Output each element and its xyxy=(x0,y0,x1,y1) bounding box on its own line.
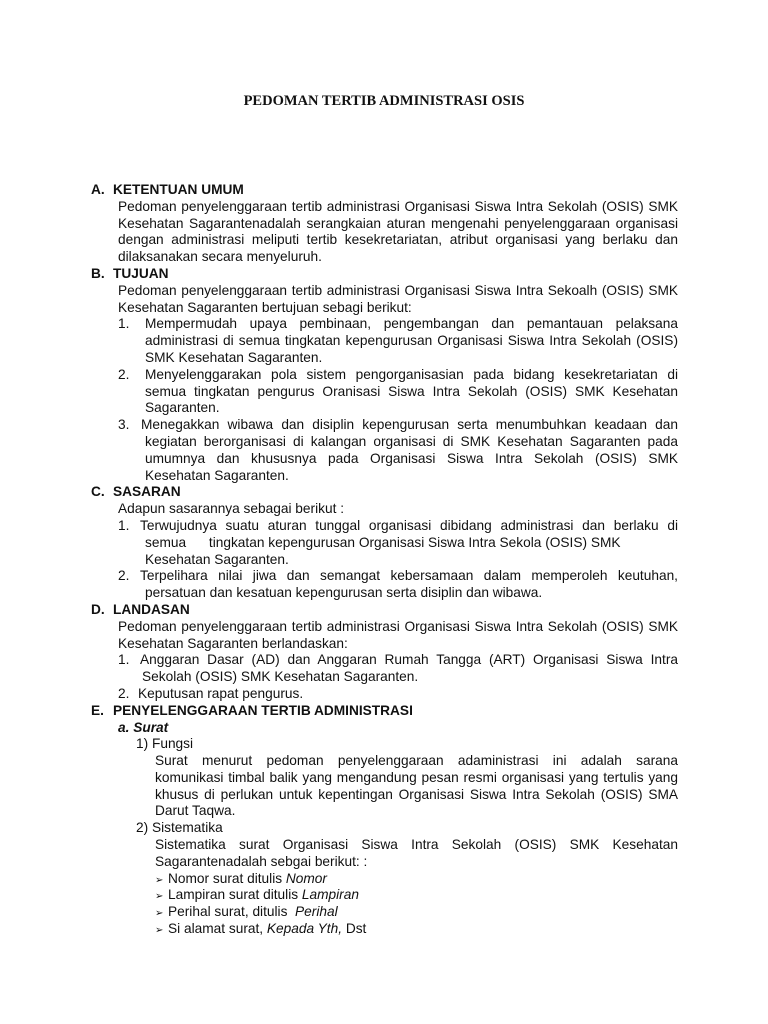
section-a-para-line: Pedoman penyelenggaraan tertib administrasi Organisasi Siswa Intra Sekolah (OSIS) SMK xyxy=(118,198,678,214)
bullet-text: Lampiran surat ditulis xyxy=(168,887,302,903)
section-b-intro-line: Kesehatan Sagaranten bertujuan sebagi berikut: xyxy=(118,299,412,315)
section-d-intro-line: Pedoman penyelenggaraan tertib administrasi Organisasi Siswa Intra Sekolah (OSIS) SMK xyxy=(118,618,678,634)
section-e-heading xyxy=(91,703,768,720)
item-number: 1. xyxy=(118,652,130,668)
fungsi-line: Surat menurut pedoman penyelenggaraan adaministrasi ini adalah sarana xyxy=(155,753,678,769)
arrow-bullet-icon: ➢ xyxy=(155,891,164,903)
section-b-heading xyxy=(91,266,768,283)
item-line: Terpelihara nilai jiwa dan semangat kebersamaan dalam memperoleh keutuhan, xyxy=(140,568,678,584)
section-c-heading xyxy=(91,484,768,501)
bullet-italic: Nomor xyxy=(285,870,327,886)
bullet-italic: Kepada Yth, xyxy=(266,921,343,937)
section-d-label: D. xyxy=(91,601,105,617)
section-a-para-line: dilaksanakan secara menyeluruh. xyxy=(118,249,322,265)
item-line: Mempermudah upaya pembinaan, pengembangan dan pemantauan pelaksana xyxy=(145,316,678,332)
item-line: SMK Kesehatan Sagaranten. xyxy=(145,349,323,365)
list-item-number xyxy=(118,652,768,669)
item-line: umumnya dan khususnya pada Organisasi Siswa Intra Sekolah (OSIS) SMK xyxy=(145,450,678,466)
item-line: Kesehatan Sagaranten. xyxy=(145,551,289,567)
section-d-intro-line: Kesehatan Sagaranten berlandaskan: xyxy=(118,635,348,651)
item-number: 2. xyxy=(118,568,130,584)
subsection-a-title: a. Surat xyxy=(118,719,169,735)
item-line: administrasi di semua tingkatan kepengurusan Organisasi Siswa Intra Sekolah (OSIS) xyxy=(145,333,678,349)
section-b-title: TUJUAN xyxy=(113,265,169,281)
list-item-number xyxy=(118,316,768,333)
list-item-number xyxy=(118,686,768,703)
list-item-number xyxy=(118,518,768,535)
section-a-title: KETENTUAN UMUM xyxy=(113,182,244,197)
item-line: Anggaran Dasar (AD) dan Anggaran Rumah Tangga (ART) Organisasi Siswa Intra xyxy=(140,652,678,668)
bullet-italic: Perihal xyxy=(295,904,338,920)
section-a-para-line: Kesehatan Sagarantenadalah serangkaian aturan mengenahi penyelenggaraan organisasi xyxy=(118,215,678,231)
section-d-title: LANDASAN xyxy=(113,601,190,617)
item-line: semua tingkatan kepengurusan Organisasi Siswa Intra Sekola (OSIS) SMK xyxy=(145,534,621,550)
sistematika-line: Sagarantenadalah sebgai berikut: : xyxy=(155,853,368,869)
list-item xyxy=(155,871,768,888)
bullet-text: Perihal surat, ditulis xyxy=(168,904,296,920)
item-number: 2. xyxy=(118,685,130,701)
page-title: PEDOMAN TERTIB ADMINISTRASI OSIS xyxy=(243,93,525,109)
section-b-intro-line: Pedoman penyelenggaraan tertib administrasi Organisasi Siswa Intra Sekoalh (OSIS) SMK xyxy=(118,282,678,298)
list-item-number xyxy=(118,417,768,434)
section-c-title: SASARAN xyxy=(113,484,181,500)
fungsi-line: komunikasi timbal balik yang mengandung pesan resmi organisasi yang tertulis yang xyxy=(155,769,678,785)
list-item xyxy=(155,887,768,904)
item-number: 1. xyxy=(118,517,130,533)
item-line: kegiatan berorganisasi di kalangan organisasi di SMK Kesehatan Sagaranten pada xyxy=(145,433,678,449)
section-a-heading xyxy=(91,182,768,199)
item-line: Kesehatan Sagaranten. xyxy=(145,467,289,483)
section-d-heading xyxy=(91,602,768,619)
document-body xyxy=(0,182,768,938)
item-number: 2. xyxy=(118,366,130,382)
item-line: Menegakkan wibawa dan disiplin kepengurusan serta menumbuhkan keadaan dan xyxy=(141,417,678,433)
item-number: 1. xyxy=(118,316,130,332)
item-line: Keputusan rapat pengurus. xyxy=(138,685,304,701)
bullet-italic: Lampiran xyxy=(301,887,359,903)
section-a-para-line: dengan administrasi meliputi tertib kesekretariatan, atribut organisasi yang berlaku dan xyxy=(118,232,678,248)
item-line: semua tingkatan pengurus Oranisasi Siswa Intra Sekolah (OSIS) SMK Kesehatan xyxy=(145,383,678,399)
item-line: persatuan dan kesatuan kepengurusan serta disiplin dan wibawa. xyxy=(145,585,543,601)
list-item-number xyxy=(118,367,768,384)
item-line: Sagaranten. xyxy=(145,400,220,416)
section-c-label: C. xyxy=(91,484,105,500)
arrow-bullet-icon: ➢ xyxy=(155,908,164,920)
fungsi-label: 1) Fungsi xyxy=(136,736,194,752)
list-item xyxy=(155,921,768,938)
bullet-tail: Dst xyxy=(342,921,367,937)
sistematika-label: 2) Sistematika xyxy=(136,820,223,836)
arrow-bullet-icon: ➢ xyxy=(155,874,164,886)
sistematika-line: Sistematika surat Organisasi Siswa Intra Sekolah (OSIS) SMK Kesehatan xyxy=(155,837,678,853)
list-item-number xyxy=(118,568,768,585)
section-e-title: PENYELENGGARAAN TERTIB ADMINISTRASI xyxy=(113,702,413,718)
section-b-label: B. xyxy=(91,265,105,281)
item-line: Menyelenggarakan pola sistem pengorganisasian pada bidang kesekretariatan di xyxy=(145,366,678,382)
item-number: 3. xyxy=(118,417,130,433)
bullet-text: Si alamat surat, xyxy=(168,921,267,937)
bullet-text: Nomor surat ditulis xyxy=(168,870,286,886)
section-e-label: E. xyxy=(91,702,104,718)
list-item xyxy=(155,904,768,921)
fungsi-line: khusus di perlukan untuk kepentingan Organisasi Siswa Intra Sekolah (OSIS) SMA xyxy=(155,786,678,802)
arrow-bullet-icon: ➢ xyxy=(155,925,164,937)
item-line: Sekolah (OSIS) SMK Kesehatan Sagaranten. xyxy=(142,669,419,685)
section-c-intro: Adapun sasarannya sebagai berikut : xyxy=(118,501,344,517)
section-a-label: A. xyxy=(91,182,105,197)
item-line: Terwujudnya suatu aturan tunggal organisasi dibidang administrasi dan berlaku di xyxy=(140,517,678,533)
fungsi-line: Darut Taqwa. xyxy=(155,803,236,819)
